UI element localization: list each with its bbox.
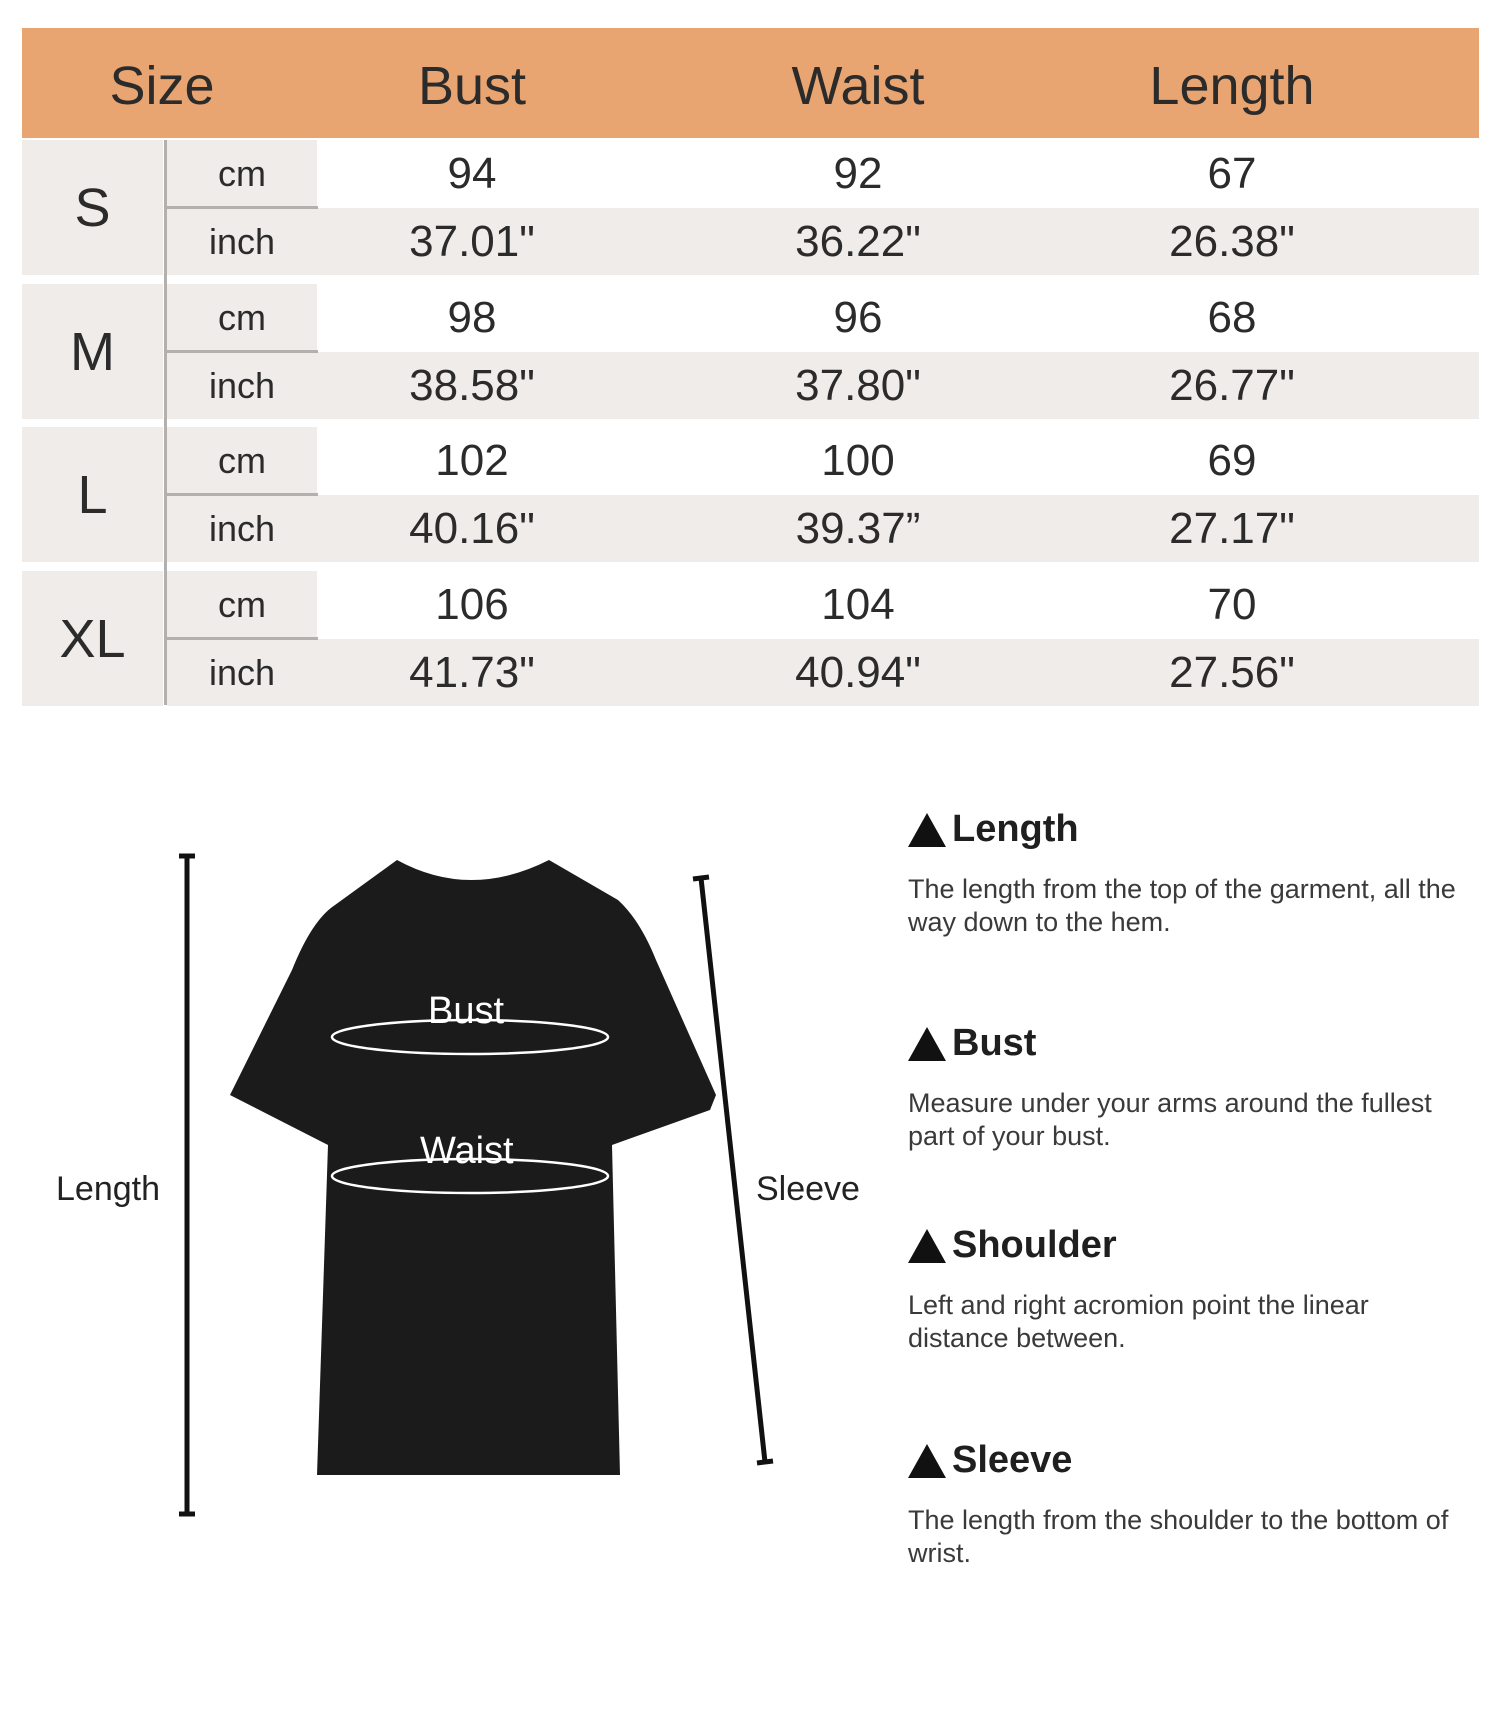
cell-bust: 98 <box>447 292 497 342</box>
desc-length <box>908 808 1468 939</box>
unit-divider <box>167 350 318 353</box>
unit-label: inch <box>167 495 317 562</box>
cell-bust: 41.73" <box>409 647 535 697</box>
cell-length: 26.77" <box>1169 360 1295 410</box>
header-bust: Bust <box>417 56 527 116</box>
header-length: Length <box>1149 56 1315 116</box>
size-label: S <box>22 140 163 275</box>
table-row-cm <box>167 571 1479 638</box>
table-row-cm <box>167 284 1479 351</box>
cell-waist: 40.94" <box>795 647 921 697</box>
cell-bust: 94 <box>447 148 497 198</box>
cell-waist: 92 <box>833 148 883 198</box>
cell-length: 70 <box>1207 579 1257 629</box>
size-label: L <box>22 427 163 562</box>
cell-bust: 38.58" <box>409 360 535 410</box>
unit-label: cm <box>167 284 317 351</box>
cell-length: 67 <box>1207 148 1257 198</box>
cell-bust: 37.01" <box>409 216 535 266</box>
unit-divider <box>167 637 318 640</box>
table-row-cm <box>167 427 1479 494</box>
unit-label: cm <box>167 571 317 638</box>
size-block-xl <box>22 571 1479 706</box>
cell-waist: 100 <box>821 435 895 485</box>
table-vertical-divider <box>164 140 167 705</box>
waist-label: Waist <box>420 1130 514 1172</box>
table-row-inch <box>167 639 1479 706</box>
table-header <box>22 28 1479 138</box>
unit-divider <box>167 493 318 496</box>
unit-label: inch <box>167 352 317 419</box>
triangle-icon <box>908 813 946 847</box>
unit-label: cm <box>167 427 317 494</box>
table-row-inch <box>167 208 1479 275</box>
cell-bust: 40.16" <box>409 503 535 553</box>
cell-bust: 102 <box>435 435 509 485</box>
triangle-icon <box>908 1027 946 1061</box>
size-block-s <box>22 140 1479 275</box>
desc-shoulder <box>908 1224 1468 1355</box>
sleeve-measure-cap-top <box>693 877 709 879</box>
unit-label: inch <box>167 639 317 706</box>
desc-title: Shoulder <box>952 1224 1117 1266</box>
cell-bust: 106 <box>435 579 509 629</box>
triangle-icon <box>908 1229 946 1263</box>
unit-label: cm <box>167 140 317 207</box>
desc-text: The length from the shoulder to the bottom of wrist. <box>908 1505 1449 1568</box>
unit-label: inch <box>167 208 317 275</box>
header-size: Size <box>109 56 215 116</box>
unit-divider <box>167 206 318 209</box>
cell-waist: 104 <box>821 579 895 629</box>
size-label: M <box>22 284 163 419</box>
table-row-cm <box>167 140 1479 207</box>
desc-title: Bust <box>952 1022 1037 1064</box>
cell-length: 68 <box>1207 292 1257 342</box>
cell-waist: 96 <box>833 292 883 342</box>
length-label: Length <box>56 1170 160 1208</box>
cell-length: 27.17" <box>1169 503 1295 553</box>
desc-title: Sleeve <box>952 1439 1073 1481</box>
desc-text: The length from the top of the garment, all the way down to the hem. <box>908 874 1456 937</box>
desc-text: Measure under your arms around the fullest part of your bust. <box>908 1088 1432 1151</box>
cell-waist: 36.22" <box>795 216 921 266</box>
sleeve-measure-cap-bottom <box>757 1461 773 1463</box>
desc-sleeve <box>908 1439 1468 1570</box>
bust-label: Bust <box>428 990 505 1032</box>
cell-waist: 39.37” <box>795 503 921 553</box>
table-row-inch <box>167 352 1479 419</box>
desc-bust <box>908 1022 1468 1153</box>
cell-length: 69 <box>1207 435 1257 485</box>
size-block-m <box>22 284 1479 419</box>
cell-waist: 37.80" <box>795 360 921 410</box>
size-block-l <box>22 427 1479 562</box>
sleeve-label: Sleeve <box>756 1170 860 1208</box>
desc-text: Left and right acromion point the linear distance between. <box>908 1290 1369 1353</box>
header-waist: Waist <box>791 56 925 116</box>
garment-diagram <box>0 800 900 1560</box>
triangle-icon <box>908 1444 946 1478</box>
cell-length: 26.38" <box>1169 216 1295 266</box>
size-label: XL <box>22 571 163 706</box>
desc-title: Length <box>952 808 1079 850</box>
table-row-inch <box>167 495 1479 562</box>
cell-length: 27.56" <box>1169 647 1295 697</box>
